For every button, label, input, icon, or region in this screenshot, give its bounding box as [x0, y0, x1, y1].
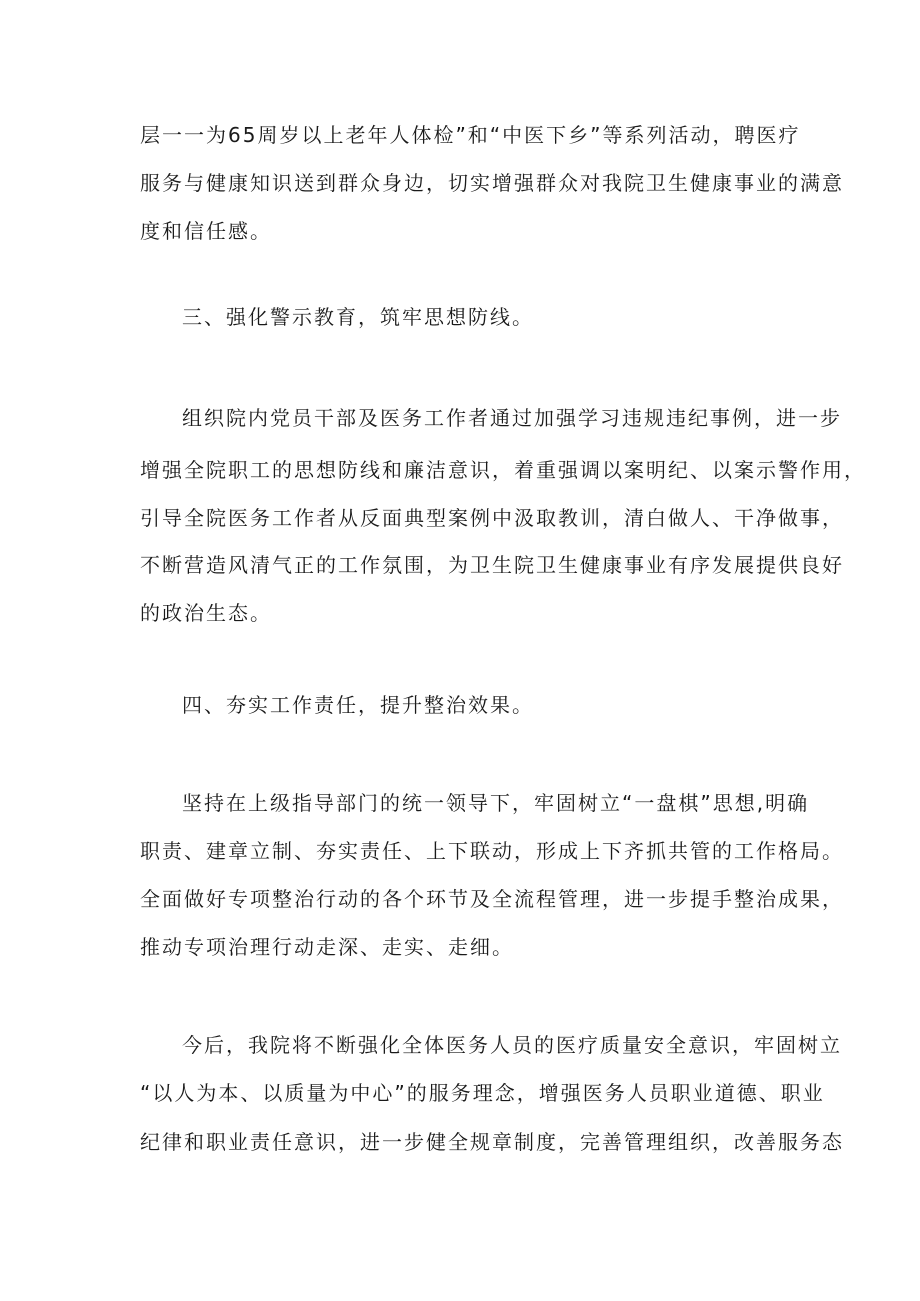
paragraph-4-line-1: 今后，我院将不断强化全体医务人员的医疗质量安全意识，牢固树立	[182, 1033, 842, 1057]
paragraph-3-line-4: 推动专项治理行动走深、走实、走细。	[140, 935, 514, 959]
paragraph-4-line-3: 纪律和职业责任意识，进一步健全规章制度，完善管理组织，改善服务态	[140, 1130, 844, 1154]
section-heading-3: 三、强化警示教育，筑牢思想防线。	[182, 305, 534, 329]
paragraph-2-line-2: 增强全院职工的思想防线和廉洁意识，着重强调以案明纪、以案示警作用，	[140, 458, 866, 482]
paragraph-1-line-1: 层一一为65周岁以上老年人体检”和“中医下乡”等系列活动，聘医疗	[140, 123, 801, 147]
paragraph-2-line-1: 组织院内党员干部及医务工作者通过加强学习违规违纪事例，进一步	[182, 406, 842, 430]
paragraph-2-line-5: 的政治生态。	[140, 601, 272, 625]
section-heading-4: 四、夯实工作责任，提升整治效果。	[182, 693, 534, 717]
paragraph-3-line-2: 职责、建章立制、夯实责任、上下联动，形成上下齐抓共管的工作格局。	[140, 839, 844, 863]
paragraph-2-line-4: 不断营造风清气正的工作氛围，为卫生院卫生健康事业有序发展提供良好	[140, 553, 844, 577]
paragraph-1-line-3: 度和信任感。	[140, 219, 272, 243]
paragraph-1-line-2: 服务与健康知识送到群众身边，切实增强群众对我院卫生健康事业的满意	[140, 171, 844, 195]
paragraph-3-line-1: 坚持在上级指导部门的统一领导下，牢固树立“一盘棋”思想,明确	[182, 791, 810, 815]
paragraph-3-line-3: 全面做好专项整治行动的各个环节及全流程管理，进一步提手整治成果，	[140, 887, 844, 911]
paragraph-4-line-2: “以人为本、以质量为中心”的服务理念，增强医务人员职业道德、职业	[140, 1081, 825, 1105]
paragraph-2-line-3: 引导全院医务工作者从反面典型案例中汲取教训，清白做人、干净做事，	[140, 506, 844, 530]
